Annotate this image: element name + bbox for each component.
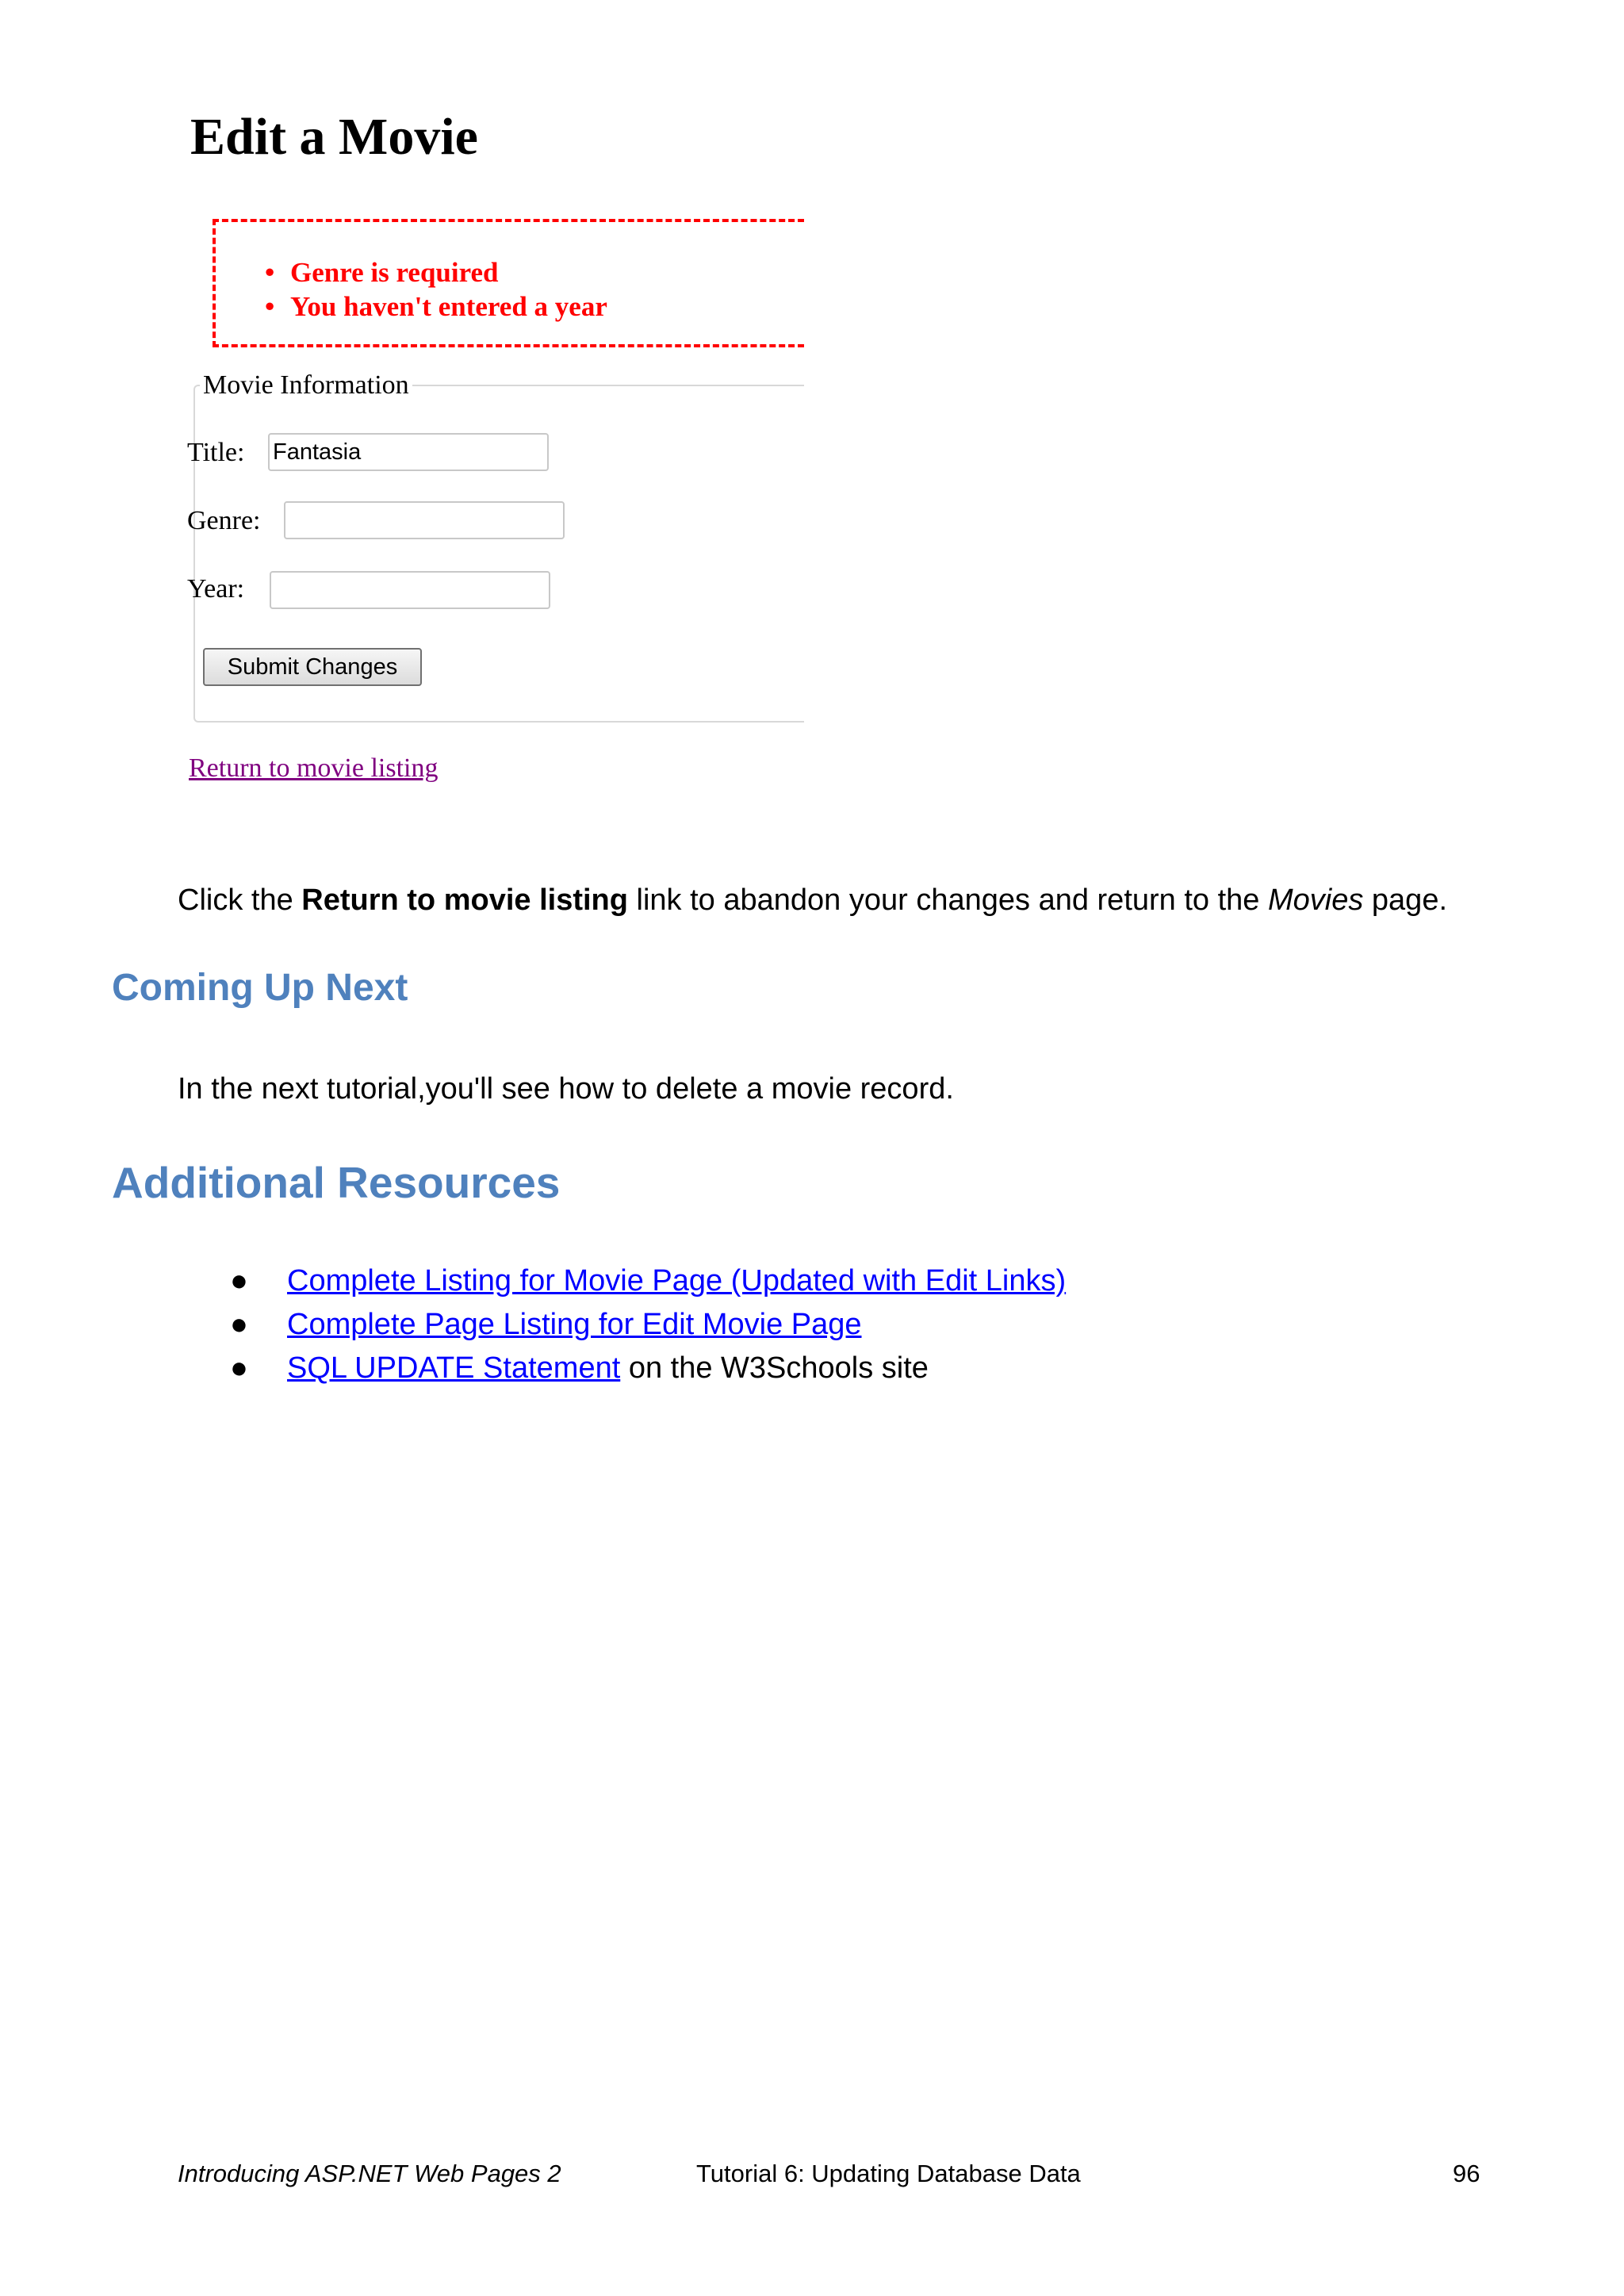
figure-page-title: Edit a Movie [190, 108, 478, 166]
coming-up-heading: Coming Up Next [112, 967, 408, 1009]
para-bold-text: Return to movie listing [301, 884, 628, 917]
list-item [230, 1303, 1066, 1347]
movie-page-listing-link[interactable]: Complete Listing for Movie Page (Updated with Edit Links) [287, 1264, 1067, 1297]
para-text: link to abandon your changes and return to the [627, 884, 1268, 917]
year-input[interactable] [270, 571, 550, 609]
title-label: Title: [187, 438, 245, 467]
coming-up-text: In the next tutorial,you'll see how to delete a movie record. [178, 1072, 954, 1106]
year-label: Year: [187, 574, 245, 604]
return-instruction-paragraph [178, 882, 1447, 918]
fieldset-legend: Movie Information [200, 370, 412, 401]
error-genre-required: • Genre is required [265, 255, 607, 289]
footer-book-title: Introducing ASP.NET Web Pages 2 [178, 2160, 561, 2187]
genre-label: Genre: [187, 506, 261, 535]
genre-input[interactable] [284, 501, 565, 539]
list-item [230, 1347, 1066, 1390]
resources-heading: Additional Resources [112, 1158, 561, 1207]
footer-page-number: 96 [1453, 2160, 1480, 2187]
sql-update-link[interactable]: SQL UPDATE Statement [287, 1351, 621, 1385]
bullet-icon: ● [230, 1308, 248, 1341]
bullet-icon: ● [230, 1351, 248, 1385]
resources-list [230, 1259, 1066, 1390]
error-list [265, 255, 607, 324]
error-year-missing: • You haven't entered a year [265, 289, 607, 324]
list-item [230, 1259, 1066, 1303]
edit-movie-listing-link[interactable]: Complete Page Listing for Edit Movie Page [287, 1308, 862, 1341]
footer-chapter-title: Tutorial 6: Updating Database Data [696, 2160, 1081, 2187]
title-input[interactable]: Fantasia [268, 433, 549, 471]
edit-movie-screenshot [178, 103, 804, 817]
return-to-listing-link[interactable]: Return to movie listing [189, 753, 439, 783]
validation-summary [213, 219, 804, 347]
para-text: page. [1363, 884, 1448, 917]
bullet-icon: ● [230, 1264, 248, 1297]
list-item-suffix: on the W3Schools site [620, 1351, 929, 1385]
para-italic-text: Movies [1267, 884, 1364, 917]
submit-changes-button[interactable]: Submit Changes [203, 648, 422, 686]
para-text: Click the [178, 884, 302, 917]
